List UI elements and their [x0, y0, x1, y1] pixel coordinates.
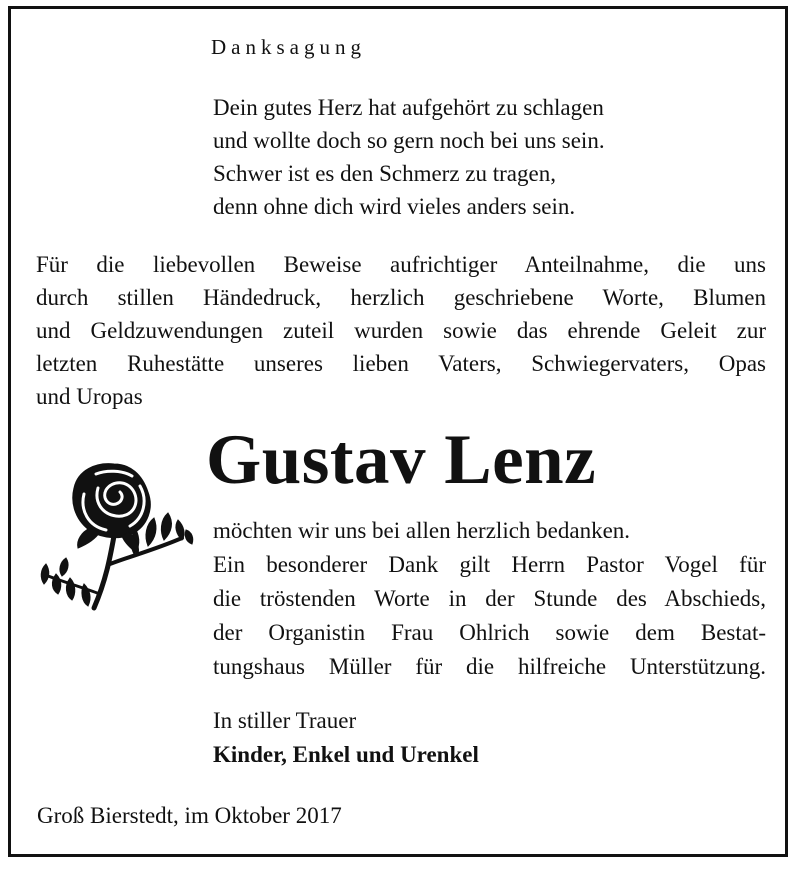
poem-line: denn ohne dich wird vieles anders sein.: [213, 194, 576, 219]
thanks-line: Ein besonderer Dank gilt Herrn Pastor Vogel für: [213, 552, 766, 577]
poem-line: Dein gutes Herz hat aufgehört zu schlagen: [213, 95, 604, 120]
intro-line: und Uropas: [36, 384, 143, 409]
thanks-line: die tröstenden Worte in der Stunde des Abschieds,: [213, 586, 766, 611]
thanks-line: tungshaus Müller für die hilfreiche Unterstützung.: [213, 654, 766, 679]
thanks-line: der Organistin Frau Ohlrich sowie dem Bestat-: [213, 620, 766, 645]
intro-line: letzten Ruhestätte unseres lieben Vaters, Schwiegervaters, Opas: [36, 351, 766, 376]
intro-line: Für die liebevollen Beweise aufrichtiger Anteilnahme, die uns: [36, 252, 766, 277]
rose-icon: [36, 458, 196, 623]
intro-line: durch stillen Händedruck, herzlich geschriebene Worte, Blumen: [36, 285, 766, 310]
family-line: Kinder, Enkel und Urenkel: [213, 742, 479, 767]
deceased-name: Gustav Lenz: [206, 421, 597, 499]
poem: [213, 91, 713, 223]
notice-heading: Danksagung: [211, 35, 366, 59]
poem-line: Schwer ist es den Schmerz zu tragen,: [213, 161, 556, 186]
poem-line: und wollte doch so gern noch bei uns sein.: [213, 128, 605, 153]
intro-paragraph: [36, 248, 766, 413]
thanks-line: möchten wir uns bei allen herzlich bedanken.: [213, 518, 631, 543]
place-date: Groß Bierstedt, im Oktober 2017: [37, 803, 342, 828]
signature-block: [213, 704, 479, 772]
mourning-line: In stiller Trauer: [213, 708, 357, 733]
intro-line: und Geldzuwendungen zuteil wurden sowie das ehrende Geleit zur: [36, 318, 766, 343]
thanks-paragraph: [213, 514, 766, 684]
